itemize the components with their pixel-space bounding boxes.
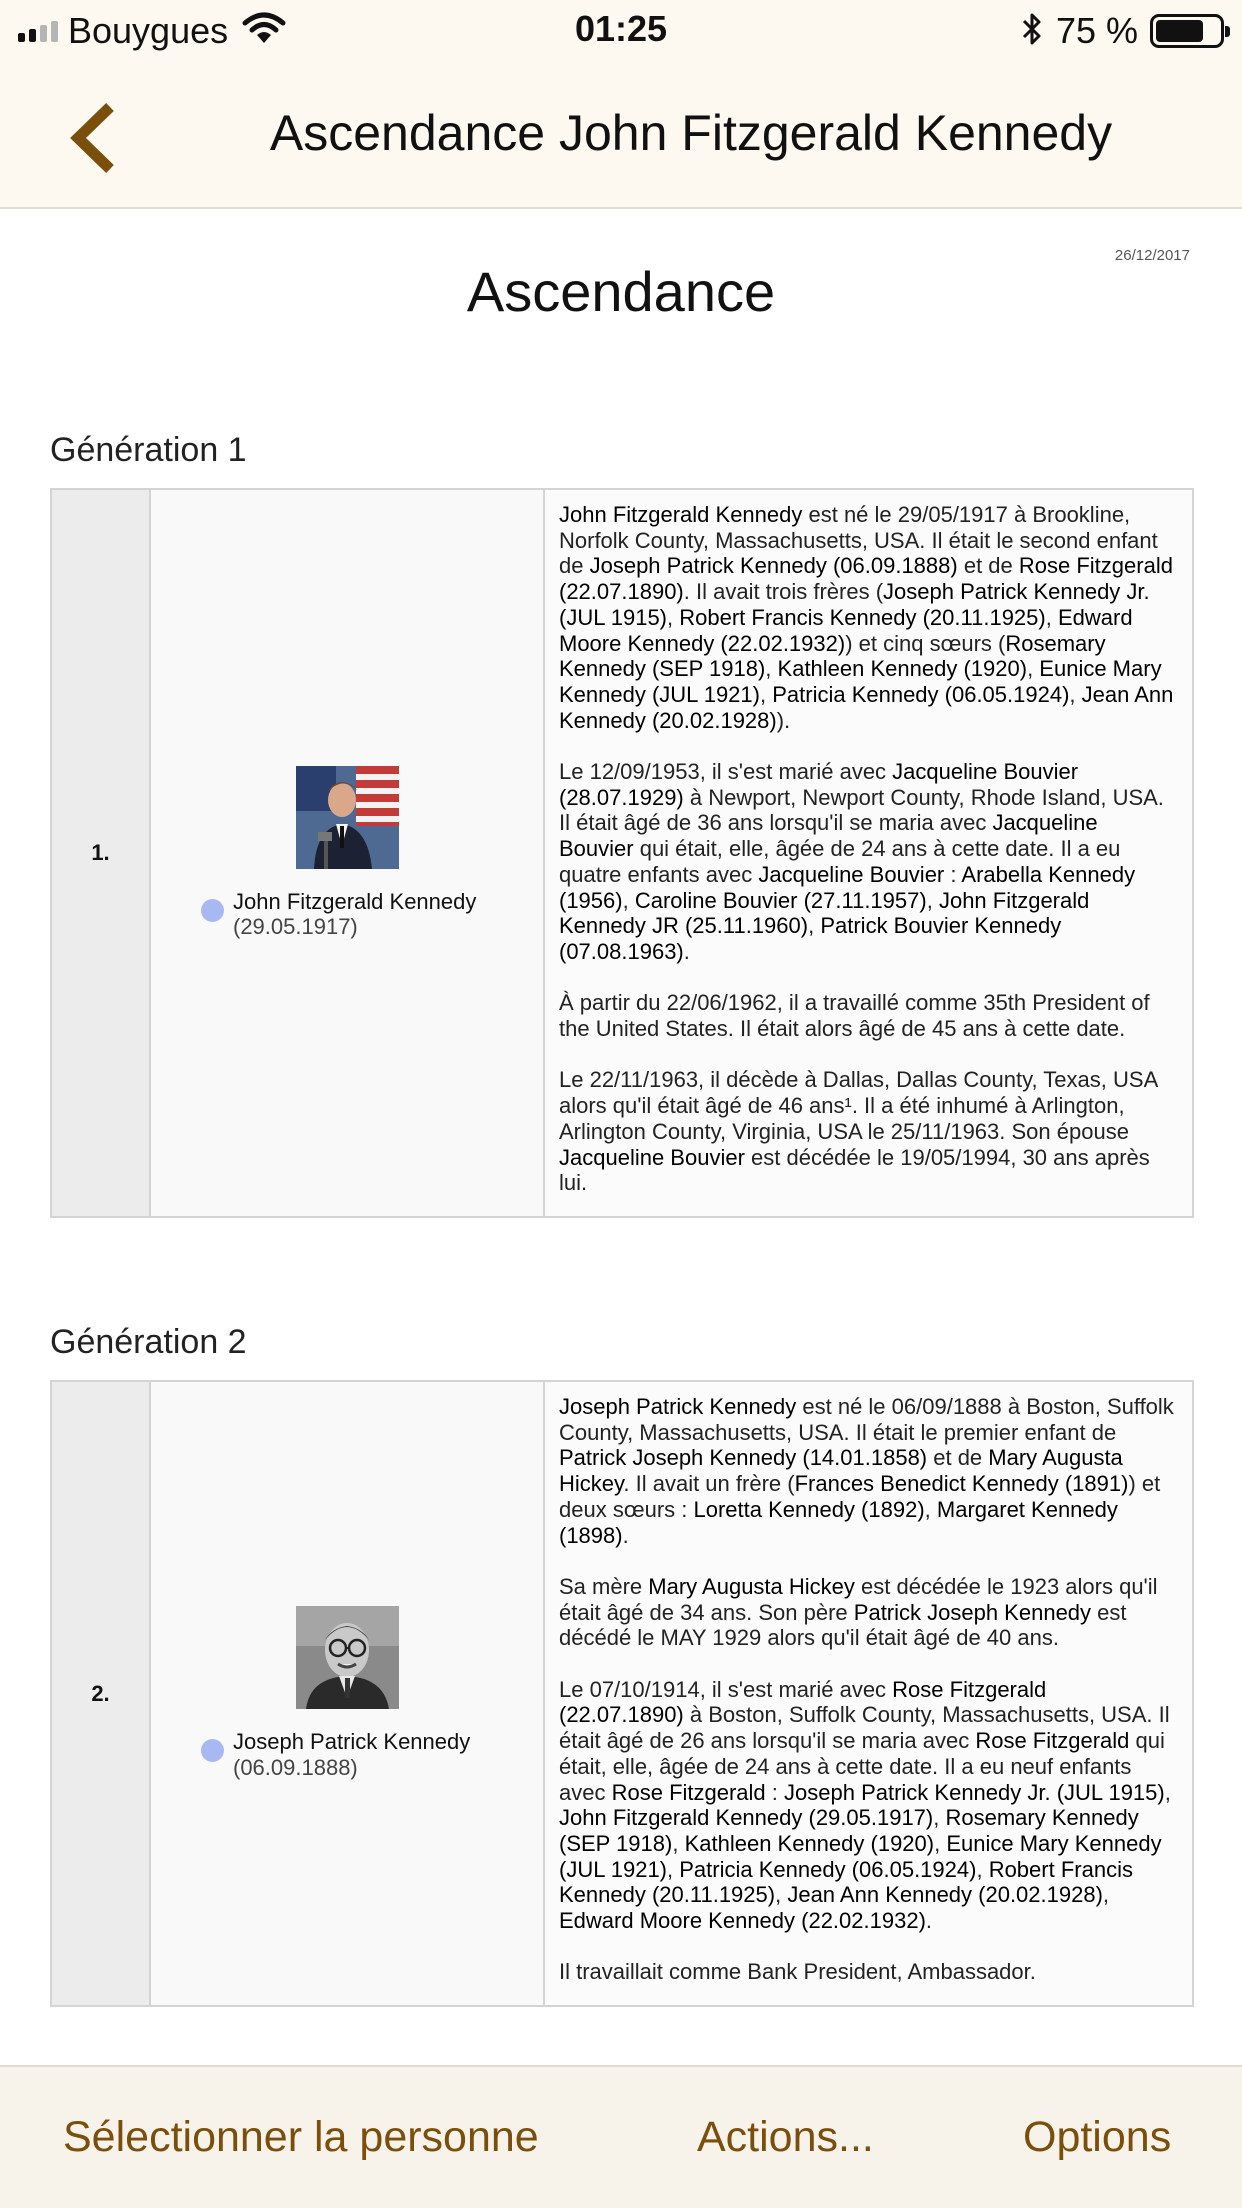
person-reference: Joseph Patrick Kennedy Jr. (JUL 1915) [559, 579, 1150, 630]
nav-title: Ascendance John Fitzgerald Kennedy [269, 105, 1113, 161]
person-reference: Rose Fitzgerald [611, 1779, 766, 1805]
person-reference: Patricia Kennedy (06.05.1924) [679, 1856, 977, 1882]
person-reference: Eunice Mary Kennedy (JUL 1921) [559, 1830, 1162, 1882]
person-reference: Kathleen Kennedy (1920) [777, 656, 1028, 682]
person-reference: Patricia Kennedy (06.05.1924) [772, 681, 1070, 707]
description-paragraph: Le 12/09/1953, il s'est marié avec Jacqueline Bouvier (28.07.1929) à Newport, Newport County, Rhode Island, USA. Il était âgé de 36 ans lorsqu'il se maria avec Jacqueline Bouvier qui était, elle, âgée de 24 ans à cette date. Il a eu quatre enfants avec Jacqueline Bouvier : Arabella Kennedy (1956), Caroline Bouvier (27.11.1957), John Fitzgerald Kennedy JR (25.11.1960), Patrick Bouvier Kennedy (07.08.1963). [559, 759, 1164, 964]
person-reference: Arabella Kennedy (1956) [559, 861, 1136, 913]
description-paragraph: Joseph Patrick Kennedy est né le 06/09/1888 à Boston, Suffolk County, Massachusetts, USA. Il était le premier enfant de Patrick Joseph Kennedy (14.01.1858) et de Mary Augusta Hickey. Il avait un frère (Frances Benedict Kennedy (1891)) et deux sœurs : Loretta Kennedy (1892), Margaret Kennedy (1898). [559, 1394, 1174, 1548]
person-reference: Edward Moore Kennedy (22.02.1932) [559, 1908, 926, 1934]
person-name: Joseph Patrick Kennedy [233, 1729, 471, 1755]
person-reference: Joseph Patrick Kennedy [559, 1394, 797, 1419]
report-title: Ascendance [466, 260, 776, 323]
person-reference: Frances Benedict Kennedy (1891) [794, 1471, 1129, 1497]
battery-percent: 75 % [1055, 10, 1138, 51]
person-reference: Kathleen Kennedy (1920) [684, 1830, 935, 1856]
person-reference: Mary Augusta Hickey [559, 1445, 1123, 1497]
description-paragraph: John Fitzgerald Kennedy est né le 29/05/1917 à Brookline, Norfolk County, Massachusetts, USA. Il était le second enfant de Joseph Patrick Kennedy (06.09.1888) et de Rose Fitzgerald (22.07.1890). Il avait trois frères (Joseph Patrick Kennedy Jr. (JUL 1915), Robert Francis Kennedy (20.11.1925), Edward Moore Kennedy (22.02.1932)) et cinq sœurs (Rosemary Kennedy (SEP 1918), Kathleen Kennedy (1920), Eunice Mary Kennedy (JUL 1921), Patricia Kennedy (06.05.1924), Jean Ann Kennedy (20.02.1928)). [559, 502, 1174, 733]
description-paragraph: Le 22/11/1963, il décède à Dallas, Dallas County, Texas, USA alors qu'il était âgé de 46 ans¹. Il a été inhumé à Arlington, Arlington County, Virginia, USA le 25/11/1963. Son épouse Jacqueline Bouvier est décédée le 19/05/1994, 30 ans après lui. [559, 1067, 1158, 1196]
person-reference: Jacqueline Bouvier (28.07.1929) [559, 759, 1079, 810]
person-date: (29.05.1917) [233, 914, 358, 940]
generation-table [50, 1380, 1194, 2007]
generation-table [50, 488, 1194, 1218]
back-button[interactable] [58, 98, 128, 178]
portrait-photo [296, 1606, 399, 1709]
person-reference: Jean Ann Kennedy (20.02.1928) [787, 1882, 1103, 1908]
options-button[interactable]: Options [1023, 2113, 1172, 2161]
person-reference: Edward Moore Kennedy (22.02.1932) [559, 604, 1133, 656]
person-reference: John Fitzgerald Kennedy JR (25.11.1960) [559, 887, 1090, 939]
person-label [151, 1729, 543, 1780]
person-reference: Jacqueline Bouvier [559, 810, 1098, 862]
person-text [233, 889, 476, 940]
person-reference: Robert Francis Kennedy (20.11.1925) [679, 604, 1046, 630]
generation-heading: Génération 2 [50, 1323, 247, 1361]
person-text [233, 1729, 470, 1780]
person-reference: Margaret Kennedy (1898) [559, 1496, 1118, 1548]
chevron-left-icon [68, 101, 118, 175]
select-person-button[interactable]: Sélectionner la personne [63, 2113, 539, 2161]
person-reference: Caroline Bouvier (27.11.1957) [634, 887, 927, 913]
report-content[interactable] [0, 209, 1242, 2065]
person-date: (06.09.1888) [233, 1755, 358, 1781]
person-label [151, 889, 543, 940]
status-time: 01:25 [574, 8, 668, 49]
person-reference: Jacqueline Bouvier [559, 1144, 745, 1170]
description-paragraph: Il travaillait comme Bank President, Ambassador. [559, 1959, 1036, 1985]
battery-icon [1150, 14, 1224, 48]
person-reference: Rosemary Kennedy (SEP 1918) [559, 630, 1106, 682]
bottom-toolbar [0, 2065, 1242, 2208]
person-reference: John Fitzgerald Kennedy [559, 502, 803, 527]
person-reference: Loretta Kennedy (1892) [693, 1496, 925, 1522]
person-reference: Joseph Patrick Kennedy (06.09.1888) [589, 553, 958, 579]
description-paragraph: Sa mère Mary Augusta Hickey est décédée le 1923 alors qu'il était âgé de 34 ans. Son père Patrick Joseph Kennedy est décédé le MAY 1929 alors qu'il était âgé de 40 ans. [559, 1573, 1158, 1651]
person-block [151, 766, 543, 940]
status-bar [0, 0, 1242, 62]
person-reference: Rosemary Kennedy (SEP 1918) [559, 1805, 1139, 1856]
person-cell[interactable] [150, 489, 544, 1217]
person-description [544, 489, 1193, 1217]
description-paragraph: À partir du 22/06/1962, il a travaillé comme 35th President of the United States. Il était alors âgé de 45 ans à cette date. [559, 990, 1150, 1042]
generation-heading: Génération 1 [50, 431, 247, 469]
entry-number: 1. [51, 489, 150, 1217]
person-reference: Patrick Bouvier Kennedy (07.08.1963) [559, 913, 1062, 964]
bluetooth-icon [1020, 12, 1044, 51]
person-reference: Patrick Joseph Kennedy [853, 1599, 1092, 1625]
description-paragraph: Le 07/10/1914, il s'est marié avec Rose Fitzgerald (22.07.1890) à Boston, Suffolk County, Massachusetts, USA. Il était âgé de 26 ans lorsqu'il se maria avec Rose Fitzgerald qui était, elle, âgée de 24 ans à cette date. Il a eu neuf enfants avec Rose Fitzgerald : Joseph Patrick Kennedy Jr. (JUL 1915), John Fitzgerald Kennedy (29.05.1917), Rosemary Kennedy (SEP 1918), Kathleen Kennedy (1920), Eunice Mary Kennedy (JUL 1921), Patricia Kennedy (06.05.1924), Robert Francis Kennedy (20.11.1925), Jean Ann Kennedy (20.02.1928), Edward Moore Kennedy (22.02.1932). [559, 1676, 1171, 1934]
portrait-photo [296, 766, 399, 869]
report-date: 26/12/2017 [1114, 247, 1190, 264]
person-reference: Eunice Mary Kennedy (JUL 1921) [559, 656, 1162, 707]
person-reference: Robert Francis Kennedy (20.11.1925) [559, 1856, 1133, 1908]
person-block [151, 1606, 543, 1780]
person-cell[interactable] [150, 1381, 544, 2006]
person-marker-dot [201, 899, 224, 922]
actions-button[interactable]: Actions... [697, 2113, 874, 2161]
table-row [51, 489, 1193, 1217]
person-reference: Jacqueline Bouvier [758, 861, 945, 887]
person-reference: Patrick Joseph Kennedy (14.01.1858) [559, 1445, 928, 1471]
navigation-bar [0, 62, 1242, 209]
person-name: John Fitzgerald Kennedy [233, 888, 477, 914]
person-reference: Jean Ann Kennedy (20.02.1928) [559, 681, 1174, 733]
person-description [544, 1381, 1193, 2006]
table-row [51, 1381, 1193, 2006]
status-bar-right [1020, 10, 1224, 52]
entry-number: 2. [51, 1381, 150, 2006]
person-reference: Rose Fitzgerald (22.07.1890) [559, 553, 1173, 605]
person-reference: Rose Fitzgerald [975, 1728, 1130, 1754]
person-reference: Joseph Patrick Kennedy Jr. (JUL 1915) [784, 1779, 1165, 1805]
person-reference: Mary Augusta Hickey [648, 1573, 855, 1599]
battery-level [1156, 20, 1203, 42]
carrier-name: Bouygues [68, 10, 229, 51]
person-marker-dot [201, 1739, 224, 1762]
person-reference: John Fitzgerald Kennedy (29.05.1917) [559, 1805, 934, 1831]
person-reference: Rose Fitzgerald (22.07.1890) [559, 1676, 1047, 1728]
